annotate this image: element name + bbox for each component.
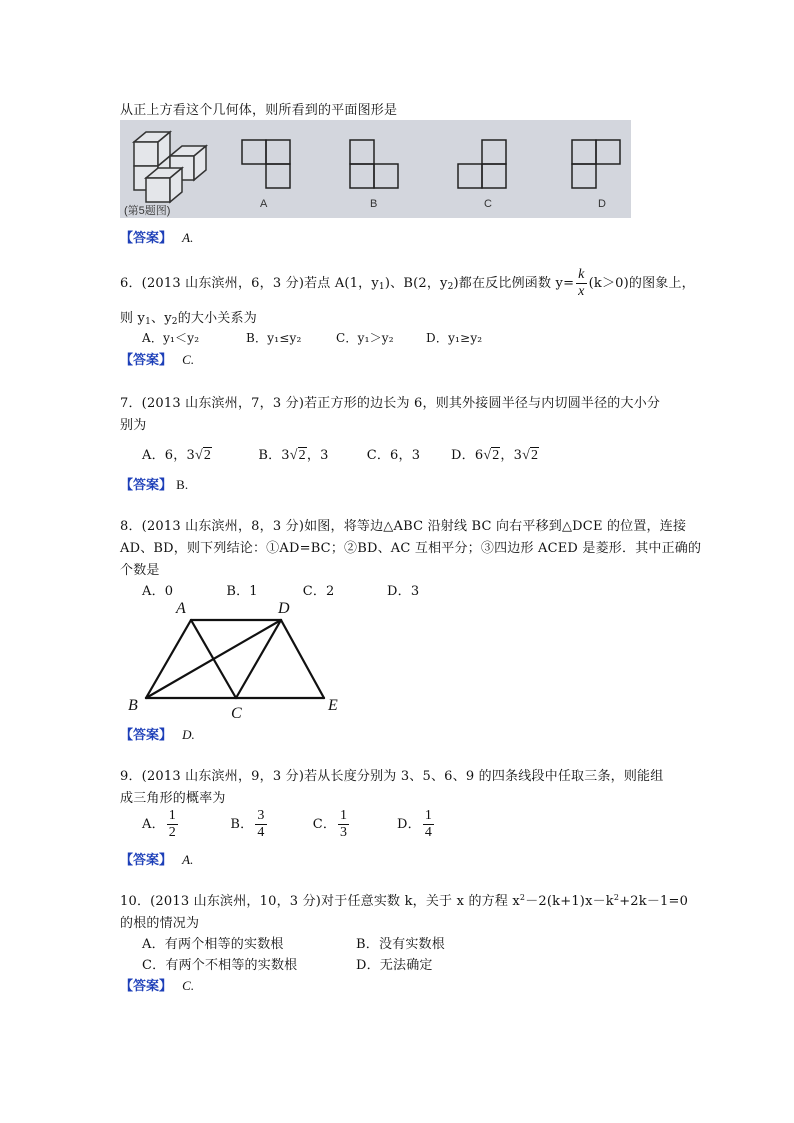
- option-c-label: C: [484, 198, 492, 210]
- answer-value: A.: [182, 852, 194, 867]
- q9-line2: 成三角形的概率为: [120, 791, 226, 806]
- option-b-shape: [350, 140, 398, 188]
- option-label: D．: [397, 817, 421, 832]
- q10-option-b: B．没有实数根: [356, 937, 445, 952]
- radicand: 2: [298, 448, 306, 463]
- radicand: 2: [492, 448, 500, 463]
- q7-opt-b-post: ，3: [306, 448, 329, 463]
- option-label: C．: [312, 817, 337, 832]
- frac-denominator: 3: [340, 825, 348, 840]
- q10-text-a: 10．(2013 山东滨州，10，3 分)对于任意实数 k，关于 x 的方程 x: [120, 894, 520, 909]
- q6-line2-a: 则 y: [120, 311, 146, 326]
- answer-tag: 【答案】: [120, 353, 173, 368]
- sqrt-sign: √2: [289, 448, 306, 463]
- q8-line1: 8．(2013 山东滨州，8，3 分)如图，将等边△ABC 沿射线 BC 向右平移到△DCE 的位置，连接: [120, 519, 687, 534]
- frac-denominator: 4: [257, 825, 265, 840]
- answer-tag: 【答案】: [120, 853, 173, 868]
- q7-option-a: [142, 444, 254, 464]
- q9-line1: 9．(2013 山东滨州，9，3 分)若从长度分别为 3、5、6、9 的四条线段中任取三条，则能组: [120, 769, 664, 784]
- q6-option-c: C．y₁＞y₂: [336, 331, 394, 345]
- q7-opt-a-text: A．6，3: [142, 448, 195, 463]
- q8-option-c: C．2: [302, 584, 335, 599]
- cube-solid-drawing: [134, 132, 206, 202]
- q10-answer: [120, 975, 194, 994]
- q7-opt-d-mid: ，3: [500, 448, 523, 463]
- answer-value: A.: [182, 230, 194, 245]
- answer-tag: 【答案】: [120, 478, 173, 493]
- frac-numerator: k: [578, 267, 585, 282]
- q7-option-b: [258, 444, 362, 464]
- frac-denominator: 2: [168, 825, 176, 840]
- option-c-shape: [458, 140, 506, 188]
- answer-value: C.: [182, 978, 195, 993]
- option-label: A．: [142, 817, 165, 832]
- sqrt-sign: √2: [522, 448, 539, 463]
- point-b-label: B: [128, 697, 138, 714]
- answer-value: B.: [176, 477, 189, 492]
- q7-answer: [120, 474, 188, 493]
- q7-opt-d-pre: D．6: [451, 448, 484, 463]
- q6-option-d: D．y₁≥y₂: [426, 331, 483, 345]
- q6-answer: [120, 349, 194, 368]
- q9-option-b: [230, 805, 308, 845]
- q7-opt-b-pre: B．3: [258, 448, 290, 463]
- q5-answer: [120, 227, 193, 246]
- q10-text-c: +2k－1=0: [619, 894, 689, 909]
- frac-numerator: 3: [257, 808, 265, 823]
- q8-options: [142, 580, 419, 599]
- frac-numerator: 1: [168, 808, 176, 823]
- q6-option-b: B．y₁≤y₂: [246, 331, 302, 345]
- q7-options: [142, 444, 539, 464]
- q6-text-c: )都在反比例函数 y=: [453, 276, 575, 291]
- segment-ab: [146, 620, 191, 698]
- radicand: 2: [530, 448, 539, 463]
- q8-option-b: B．1: [226, 584, 258, 599]
- option-a-label: A: [260, 198, 268, 210]
- q6-line1: 6．(2013 山东滨州，6，3 分)若点 A(1，$y_1$)、B(2，$y_2$)都在反比例函数 y= $\frac{k}{x}$ (k＞0)的图象上，: [120, 267, 695, 299]
- q10-option-a: A．有两个相等的实数根: [142, 937, 284, 952]
- q7-option-c: C．6，3: [366, 448, 421, 463]
- point-d-label: D: [278, 600, 290, 617]
- answer-tag: 【答案】: [120, 728, 173, 743]
- sqrt-sign: √2: [483, 448, 500, 463]
- option-d-shape: [572, 140, 620, 188]
- q6-options: [142, 329, 482, 346]
- option-d-label: D: [598, 198, 606, 210]
- frac-denominator: x: [578, 284, 585, 299]
- q5-figure-svg: [120, 120, 631, 218]
- point-c-label: C: [231, 705, 242, 722]
- q8-answer: [120, 724, 195, 743]
- q9-answer: [120, 849, 193, 868]
- q6-line2: 则 $y_1$、$y_2$的大小关系为: [120, 311, 257, 327]
- q8-line2: AD、BD，则下列结论：①AD=BC；②BD、AC 互相平分；③四边形 ACED 是菱形．其中正确的: [120, 541, 702, 556]
- q10-text-b: －2(k+1)x－k: [525, 894, 614, 909]
- segment-cd: [236, 620, 281, 698]
- q10-option-d: D．无法确定: [356, 958, 433, 973]
- figure-caption: (第5题图): [124, 205, 171, 217]
- option-a-shape: [242, 140, 290, 188]
- fraction: [338, 808, 349, 841]
- frac-numerator: 1: [424, 808, 433, 823]
- segment-bd: [146, 620, 281, 698]
- superscript: 2: [519, 893, 526, 902]
- q7-line2: 别为: [120, 418, 147, 433]
- q6-option-a: A．y₁＜y₂: [142, 331, 200, 345]
- answer-value: D.: [182, 727, 195, 742]
- radicand: 2: [203, 448, 212, 463]
- q9-options: [142, 805, 436, 845]
- q8-option-d: D．3: [387, 584, 420, 599]
- fraction: [255, 808, 266, 841]
- q8-option-a: A．0: [142, 584, 174, 599]
- q6-fraction: [576, 267, 586, 300]
- q5-figure: [120, 120, 631, 218]
- answer-tag: 【答案】: [120, 231, 173, 246]
- q6-line2-b: 、y: [151, 311, 172, 326]
- q9-option-d: [397, 805, 436, 845]
- q5-stem: 从正上方看这个几何体，则所看到的平面图形是: [120, 103, 398, 118]
- q6-text-d: (k＞0)的图象上，: [588, 276, 695, 291]
- q6-text-a: 6．(2013 山东滨州，6，3 分)若点 A(1，y: [120, 276, 379, 291]
- q9-option-c: [313, 805, 393, 845]
- option-label: B．: [230, 817, 254, 832]
- q7-line1: 7．(2013 山东滨州，7，3 分)若正方形的边长为 6，则其外接圆半径与内切圆半径的大小分: [120, 396, 661, 411]
- q7-option-d: [451, 444, 539, 464]
- q6-line2-c: 的大小关系为: [177, 311, 257, 326]
- sqrt-sign: √2: [194, 448, 212, 463]
- fraction: [423, 808, 434, 841]
- point-a-label: A: [176, 600, 186, 617]
- q8-line3: 个数是: [120, 563, 160, 578]
- answer-value: C.: [182, 352, 195, 367]
- q10-line1: [120, 890, 688, 909]
- q9-option-a: [142, 805, 226, 845]
- option-b-label: B: [370, 198, 378, 210]
- q10-line2: 的根的情况为: [120, 916, 200, 931]
- segment-de: [281, 620, 324, 698]
- q6-text-b: )、B(2，y: [384, 276, 448, 291]
- q8-diagram: [120, 598, 360, 723]
- frac-denominator: 4: [424, 825, 433, 840]
- answer-tag: 【答案】: [120, 979, 173, 994]
- fraction: [167, 808, 178, 841]
- point-e-label: E: [328, 697, 338, 714]
- frac-numerator: 1: [340, 808, 348, 823]
- superscript: 2: [613, 893, 620, 902]
- q10-option-c: C．有两个不相等的实数根: [142, 958, 298, 973]
